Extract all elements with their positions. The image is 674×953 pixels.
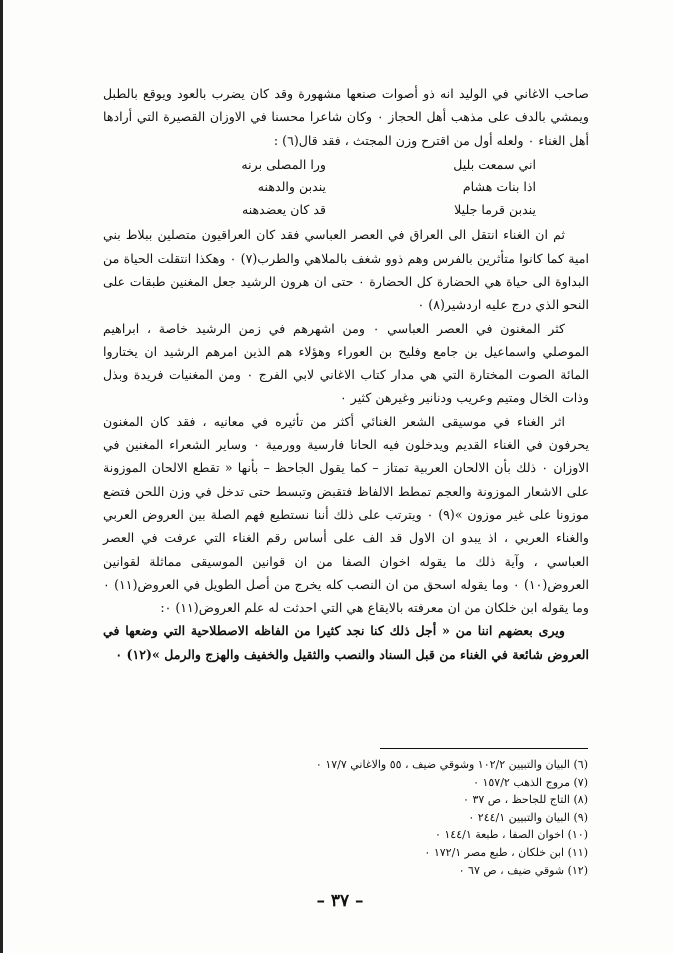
verse-first-hemistich: اني سمعت بليل <box>453 156 536 172</box>
footnote-divider <box>380 748 588 749</box>
paragraph-5: ويرى بعضهم اننا من « أجل ذلك كنا نجد كثيرا من الفاظه الاصطلاحية التي وضعها في العروض شائعة في الغناء من قبل السناد والنصب والثقيل والخفيف والهزج والرمل »(١٢) ٠ <box>103 623 589 662</box>
footnote: (٦) البيان والتبيين ١٠٢/٢ وشوقي ضيف ، ٥٥ والاغاني ١٧/٧ ٠ <box>315 758 588 771</box>
paragraph-1: صاحب الاغاني في الوليد انه ذو أصوات صنعها مشهورة وقد كان يضرب بالعود ويوقع بالطبل ويمشي بالدف على مذهب أهل الحجاز ٠ وكان شاعرا محسنا في الاوزان القصيرة التي أرادها أهل الغناء ٠ ولعله أول من اقترح وزن المجتث ، فقد قال(٦) : <box>103 86 590 148</box>
verse-second-hemistich: ورا المصلى برنه <box>241 156 326 172</box>
footnote: (١٠) اخوان الصفا ، طبعة ١٤٤/١ ٠ <box>434 828 588 842</box>
footnote: (٧) مروج الذهب ١٥٧/٢ ٠ <box>473 775 588 789</box>
verse-first-hemistich: يندبن قرما جليلا <box>454 201 536 217</box>
footnote: (٩) البيان والتبيين ٢٤٤/١ ٠ <box>468 810 588 824</box>
verse-second-hemistich: يندبن والدهنه <box>257 179 326 195</box>
main-text <box>103 82 589 666</box>
footnote: (١١) ابن خلكان ، طبع مصر ١٧٢/١ ٠ <box>424 845 588 859</box>
verse-second-hemistich: قد كان يعضدهنه <box>241 201 326 217</box>
page-number: – ٣٧ – <box>316 891 364 911</box>
footnote: (١٢) شوقي ضيف ، ص ٦٧ ٠ <box>458 863 588 877</box>
verse-first-hemistich: اذا بنات هشام <box>462 179 536 195</box>
poem-verse <box>103 154 589 177</box>
poem-verse <box>103 176 589 199</box>
poem-verse <box>103 199 589 222</box>
paragraph-4: اثر الغناء في موسيقى الشعر الغنائي أكثر من تأثيره في معانيه ، فقد كان المغنون يحرفون في الغناء القديم ويدخلون فيه الحانا فارسية وورمية ٠ وساير الشعراء المغنين في الاوزان ٠ ذلك بأن الالحان العربية تمتاز – كما يقول الجاحظ – بأنها « تقطع الالحان الموزونة على الاشعار الموزونة والعجم تمطط الالفاظ فتقبض وتبسط حتى تدخل في وزن اللحن فتضع موزونا على غير موزون »(٩) ٠ ويترتب على ذلك أننا نستطيع فهم الصلة بين العروض العربي والغناء العربي ، اذ يبدو ان الاول قد الف على أساس رقم الغناء التي عرفت في العصر العباسي ، وآية ذلك ما يقوله اخوان الصفا من ان قوانين الموسيقى مماثلة لقوانين العروض(١٠) ٠ وما يقوله اسحق من ان النصب كله يخرج من أصل الطويل في العروض(١١) ٠ وما يقوله ابن خلكان من ان معرفته بالايقاع هي التي احدثت له علم العروض(١١) ٠: <box>103 413 590 616</box>
paragraph-2: ثم ان الغناء انتقل الى العراق في العصر العباسي فقد كان العراقيون متصلين ببلاط بني امية كما كانوا متأثرين بالفرس وهم ذوو شغف بالملاهي والطرب(٧) ٠ وهكذا انتقلت الحياة من البداوة الى حياة هي الحضارة كل الحضارة ٠ حتى ان هرون الرشيد جعل المغنين طبقات على النحو الذي درج عليه اردشير(٨) ٠ <box>103 227 590 313</box>
footnote: (٨) التاج للجاحظ ، ص ٣٧ ٠ <box>463 793 588 807</box>
poem <box>103 154 589 222</box>
paragraph-3: كثر المغنون في العصر العباسي ٠ ومن اشهرهم في زمن الرشيد خاصة ، ابراهيم الموصلي واسماعيل بن جامع وفليح بن العوراء وهؤلاء هم الذين امرهم الرشيد ان يختاروا المائة الصوت المختارة التي هي مدار كتاب الاغاني لابي الفرج ٠ ومن المغنيات فريدة وبذل وذات الخال ومتيم وعريب ودنانير وغيرهن كثير ٠ <box>103 320 589 406</box>
footnotes <box>153 756 588 879</box>
